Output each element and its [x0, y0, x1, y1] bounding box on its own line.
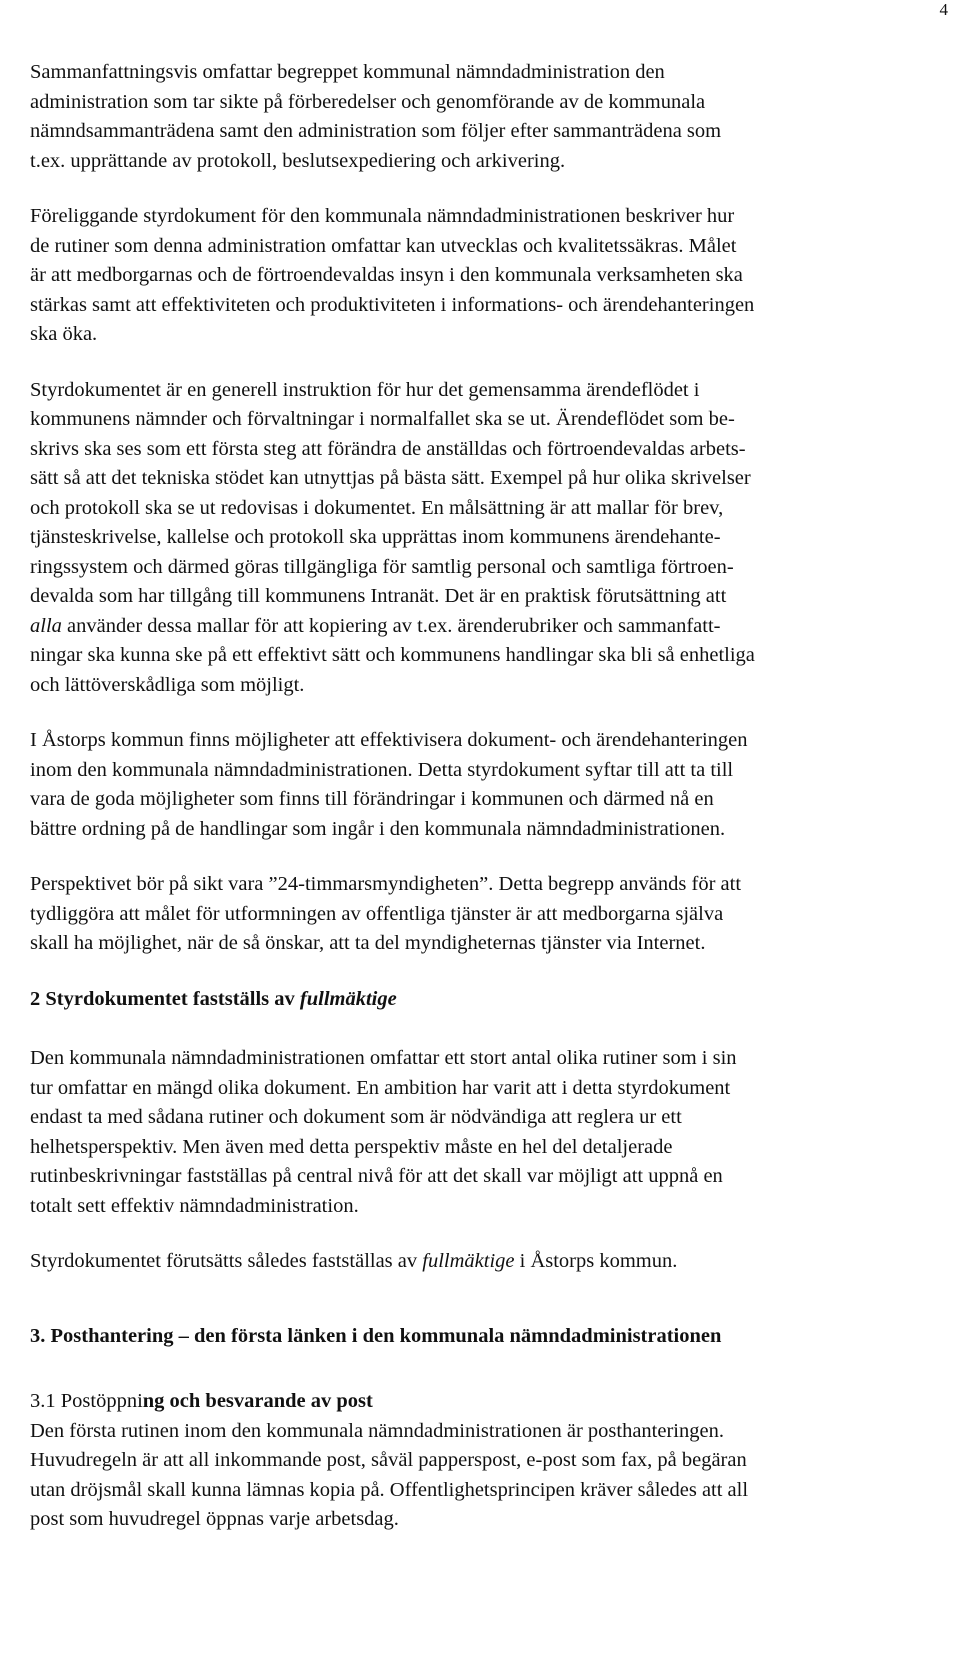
text-line: tjänsteskrivelse, kallelse och protokoll ska upprättas inom kommunens ärendehante-	[30, 526, 721, 548]
text-line: Sammanfattningsvis omfattar begreppet kommunal nämndadministration den	[30, 61, 665, 83]
paragraph-purpose	[30, 202, 930, 350]
text-line: stärkas samt att effektiviteten och produktiviteten i informations- och ärendehanteringen	[30, 293, 755, 316]
text-line: I Åstorps kommun finns möjligheter att effektivisera dokument- och ärendehanteringen	[30, 729, 748, 751]
paragraph-routines	[30, 1044, 930, 1221]
paragraph-instruction	[30, 376, 930, 701]
paragraph-astorp	[30, 726, 930, 844]
subheading-number: 3.1 Postöppni	[30, 1390, 143, 1412]
text-line: Huvudregeln är att all inkommande post, såväl papperspost, e-post som fax, på begäran	[30, 1449, 747, 1471]
text-line: skrivs ska ses som ett första steg att förändra de anställdas och förtroendevaldas arbets-	[30, 437, 746, 460]
text-line: skall ha möjlighet, när de så önskar, att ta del myndigheternas tjänster via Internet.	[30, 932, 706, 954]
paragraph-post	[30, 1417, 930, 1535]
text-line: Styrdokumentet är en generell instruktion för hur det gemensamma ärendeflödet i	[30, 378, 700, 401]
text-line: Den första rutinen inom den kommunala nämndadministrationen är posthanteringen.	[30, 1419, 724, 1442]
section-heading-2	[30, 985, 930, 1015]
text-line: administration som tar sikte på förberedelser och genomförande av de kommunala	[30, 90, 706, 113]
italic-word: fullmäktige	[422, 1250, 515, 1272]
text-line: devalda som har tillgång till kommunens Intranät. Det är en praktisk förutsättning att	[30, 585, 727, 607]
heading-italic: fullmäktige	[299, 987, 397, 1010]
section-heading-3: 3. Posthantering – den första länken i den kommunala nämndadministrationen	[30, 1324, 722, 1347]
text-line: sätt så att det tekniska stödet kan utnyttjas på bästa sätt. Exempel på hur olika skrivelser	[30, 467, 751, 489]
text-line: vara de goda möjligheter som finns till förändringar i kommunen och därmed nå en	[30, 788, 714, 810]
text-line: ringssystem och därmed göras tillgängliga för samtlig personal och samtliga förtroen-	[30, 555, 734, 578]
text-line: är att medborgarnas och de förtroendevaldas insyn i den kommunala verksamheten ska	[30, 264, 743, 286]
text-line: och lättöverskådliga som möjligt.	[30, 673, 305, 696]
italic-word: alla	[30, 614, 62, 637]
subsection-heading-3-1	[30, 1387, 930, 1417]
paragraph-adoption	[30, 1247, 930, 1277]
text-line: Perspektivet bör på sikt vara ”24-timmarsmyndigheten”. Detta begrepp används för att	[30, 873, 742, 895]
text-line	[30, 612, 930, 642]
text-line: bättre ordning på de handlingar som ingår i den kommunala nämndadministrationen.	[30, 817, 726, 840]
text-line: kommunens nämnder och förvaltningar i normalfallet ska se ut. Ärendeflödet som be-	[30, 408, 735, 430]
text-line: helhetsperspektiv. Men även med detta perspektiv måste en hel del detaljerade	[30, 1135, 673, 1158]
text-line: de rutiner som denna administration omfattar kan utvecklas och kvalitetssäkras. Målet	[30, 234, 737, 257]
text-line: t.ex. upprättande av protokoll, beslutsexpediering och arkivering.	[30, 149, 566, 172]
text-line: rutinbeskrivningar fastställas på central nivå för att det skall var möjligt att uppnå en	[30, 1165, 723, 1187]
text-line: post som huvudregel öppnas varje arbetsdag.	[30, 1508, 399, 1530]
text-line: ska öka.	[30, 323, 98, 345]
text-run: i Åstorps kommun.	[514, 1250, 678, 1272]
text-line: ningar ska kunna ske på ett effektivt sätt och kommunens handlingar ska bli så enhetliga	[30, 644, 755, 666]
subheading-bold: ng och besvarande av post	[142, 1390, 373, 1412]
document-body	[30, 58, 930, 1561]
text-line: Den kommunala nämndadministrationen omfattar ett stort antal olika rutiner som i sin	[30, 1047, 737, 1069]
text-line: Föreliggande styrdokument för den kommunala nämndadministrationen beskriver hur	[30, 205, 735, 227]
paragraph-perspective	[30, 870, 930, 959]
heading-text: 2 Styrdokumentet fastställs av	[30, 987, 300, 1010]
text-run: Styrdokumentet förutsätts således fastställas av	[30, 1250, 423, 1272]
text-line	[30, 1247, 930, 1277]
text-line: endast ta med sådana rutiner och dokument som är nödvändiga att reglera ur ett	[30, 1106, 682, 1128]
text-line: nämndsammanträdena samt den administration som följer efter sammanträdena som	[30, 120, 722, 142]
page-number: 4	[939, 0, 948, 19]
paragraph-summary	[30, 58, 930, 176]
text-line: tydliggöra att målet för utformningen av offentliga tjänster är att medborgarna själva	[30, 902, 724, 925]
text-line: och protokoll ska se ut redovisas i dokumentet. En målsättning är att mallar för brev,	[30, 496, 724, 519]
text-line: tur omfattar en mängd olika dokument. En ambition har varit att i detta styrdokument	[30, 1076, 731, 1099]
text-line: totalt sett effektiv nämndadministration.	[30, 1194, 359, 1217]
text-run: använder dessa mallar för att kopiering av t.ex. ärenderubriker och sammanfatt-	[61, 614, 721, 637]
text-line: utan dröjsmål skall kunna lämnas kopia på. Offentlighetsprincipen kräver således att all	[30, 1478, 749, 1501]
text-line: inom den kommunala nämndadministrationen. Detta styrdokument syftar till att ta till	[30, 758, 734, 781]
